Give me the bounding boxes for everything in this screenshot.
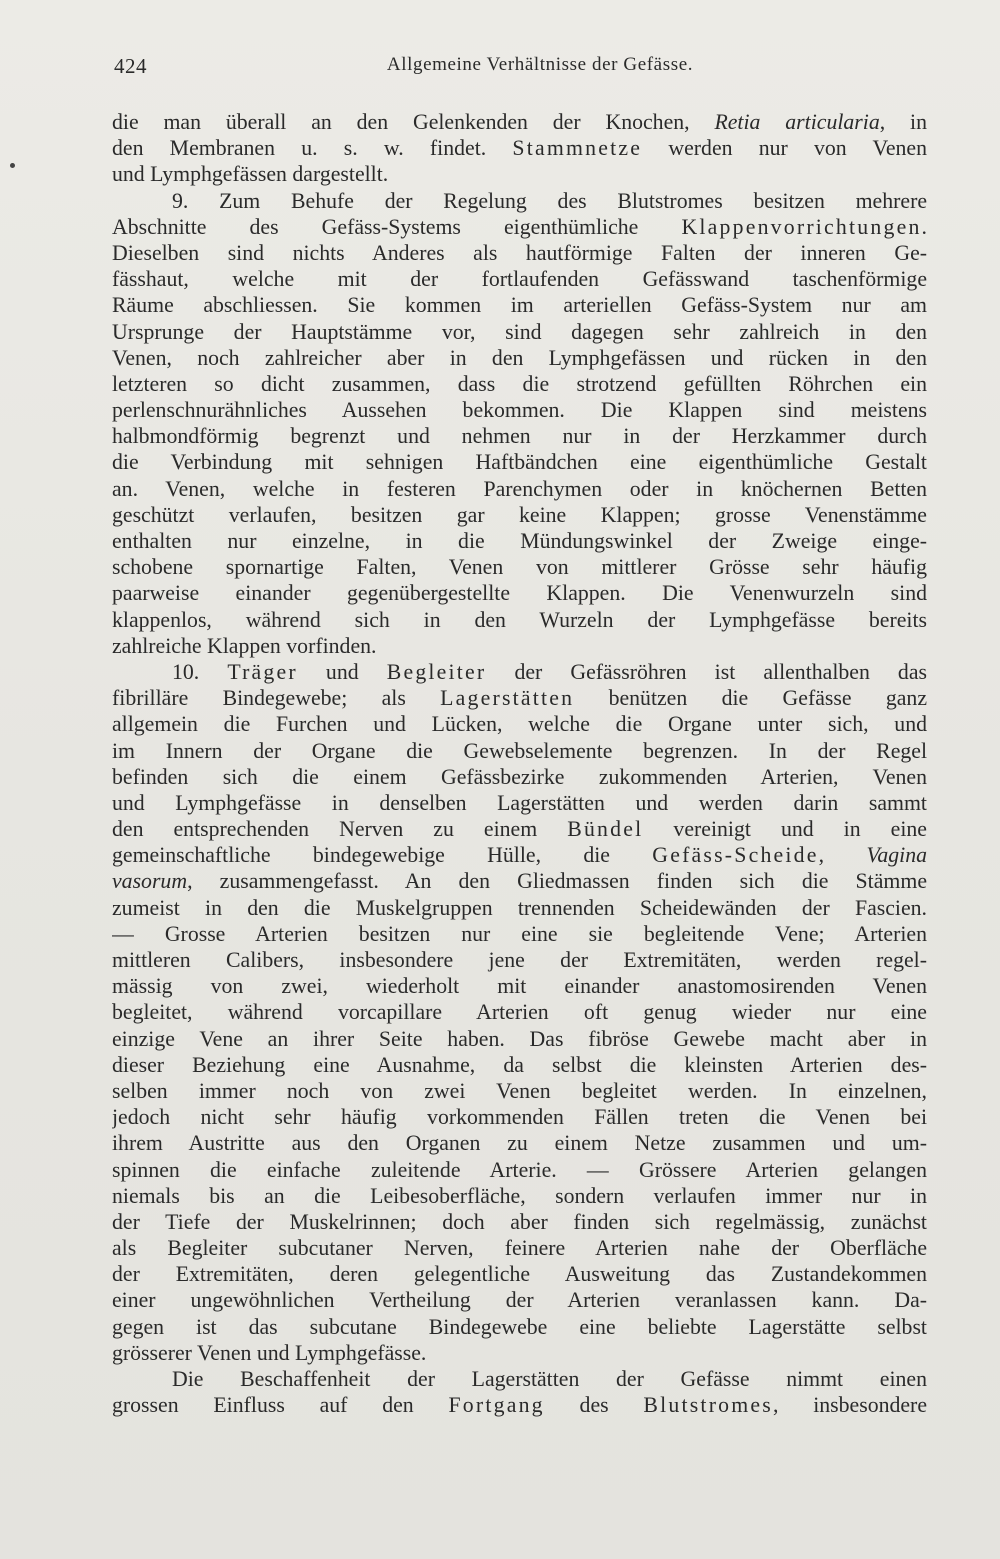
spaced-term: Begleiter (386, 659, 487, 684)
text-run: gemeinschaftliche bindegewebige Hülle, die (112, 843, 653, 868)
page-header (114, 54, 926, 86)
spaced-term: Klappenvorrichtungen (681, 214, 922, 239)
text-run: enthalten nur einzelne, in die Mündungswinkel der Zweige einge- (112, 529, 927, 553)
spaced-term: Stammnetze (512, 136, 643, 161)
text-run: mittleren Calibers, insbesondere jene der Extremitäten, werden regel- (112, 948, 927, 972)
italic-term: Vagina (866, 843, 927, 868)
text-line (112, 790, 927, 816)
text-run: befinden sich die einem Gefässbezirke zukommenden Arterien, Venen (112, 764, 927, 789)
text-line (112, 947, 927, 973)
text-run: allgemein die Furchen und Lücken, welche die Organe unter sich, und (112, 712, 927, 737)
text-line (112, 999, 927, 1025)
text-line (112, 1078, 927, 1104)
text-run: Abschnitte des Gefäss-Systems eigenthümliche (112, 214, 682, 239)
text-run: der Tiefe der Muskelrinnen; doch aber finden sich regelmässig, zunächst (112, 1209, 927, 1234)
text-line (112, 1340, 927, 1366)
text-run: gegen ist das subcutane Bindegewebe eine beliebte Lagerstätte selbst (112, 1314, 927, 1339)
spaced-term: Fortgang (448, 1393, 545, 1418)
text-run: Räume abschliessen. Sie kommen im arteriellen Gefäss-System nur am (112, 293, 927, 318)
text-line (112, 1366, 927, 1392)
text-run: grösserer Venen und Lymphgefässe. (112, 1340, 427, 1365)
text-run: paarweise einander gegenübergestellte Klappen. Die Venenwurzeln sind (112, 581, 927, 606)
text-line (112, 1261, 927, 1287)
spaced-term: Gefäss-Scheide (652, 843, 819, 868)
text-run: , (818, 843, 867, 868)
spaced-term: Bündel (567, 817, 644, 842)
text-line (112, 973, 927, 999)
text-line (112, 816, 927, 842)
text-line (112, 1104, 927, 1130)
text-run: 9. Zum Behufe der Regelung des Blutstromes besitzen mehrere (172, 188, 927, 213)
text-run: perlenschnurähnliches Aussehen bekommen. Die Klappen sind meistens (112, 398, 927, 423)
text-run: ihrem Austritte aus den Organen zu einem Netze zusammen und um- (112, 1131, 927, 1156)
text-run: werden nur von Venen (642, 136, 927, 161)
text-run: grossen Einfluss auf den (112, 1393, 449, 1418)
text-line (112, 188, 927, 214)
text-line (112, 1392, 927, 1418)
text-line (112, 842, 927, 868)
text-run: letzteren so dicht zusammen, dass die strotzend gefüllten Röhrchen ein (112, 371, 927, 396)
text-run: halbmondförmig begrenzt und nehmen nur in der Herzkammer durch (112, 424, 927, 449)
text-run: Venen, noch zahlreicher aber in den Lymphgefässen und rücken in den (112, 345, 927, 370)
spaced-term: Träger (227, 659, 298, 684)
text-line (112, 1183, 927, 1209)
text-line (112, 868, 927, 894)
text-line (112, 921, 927, 947)
text-run: als Begleiter subcutaner Nerven, feinere Arterien nahe der Oberfläche (112, 1236, 927, 1261)
text-line (112, 1287, 927, 1313)
text-run: 10. (172, 659, 228, 684)
text-run: fässhaut, welche mit der fortlaufenden Gefässwand taschenförmige (112, 267, 927, 292)
text-line (112, 1314, 927, 1340)
text-line (112, 135, 927, 161)
text-line (112, 1052, 927, 1078)
text-run: Dieselben sind nichts Anderes als hautförmige Falten der inneren Ge- (112, 240, 927, 265)
text-line (112, 214, 927, 240)
text-run: schobene spornartige Falten, Venen von mittlerer Grösse sehr häufig (112, 555, 927, 580)
italic-term: vasorum (112, 869, 188, 894)
text-run: an. Venen, welche in festeren Parenchymen oder in knöchernen Betten (112, 476, 927, 501)
text-line (112, 292, 927, 318)
text-run: im Innern der Organe die Gewebselemente begrenzen. In der Regel (112, 738, 927, 763)
text-line (112, 1209, 927, 1235)
text-line (112, 1026, 927, 1052)
italic-term: Retia articularia (714, 110, 880, 134)
text-run: des (544, 1393, 644, 1418)
text-run: vereinigt und in eine (643, 817, 927, 842)
text-line (112, 476, 927, 502)
text-line (112, 266, 927, 292)
text-run: und (297, 659, 387, 684)
text-run: einzige Vene an ihrer Seite haben. Das fibröse Gewebe macht aber in (112, 1026, 927, 1051)
text-run: dieser Beziehung eine Ausnahme, da selbst die kleinsten Arterien des- (112, 1052, 927, 1077)
text-line (112, 528, 927, 554)
text-run: spinnen die einfache zuleitende Arterie. — Grössere Arterien gelangen (112, 1157, 927, 1182)
spaced-term: Blutstromes (643, 1393, 773, 1418)
text-line (112, 319, 927, 345)
text-run: einer ungewöhnlichen Vertheilung der Arterien veranlassen kann. Da- (112, 1288, 927, 1313)
text-line (112, 580, 927, 606)
running-title: Allgemeine Verhältnisse der Gefässe. (386, 54, 694, 75)
text-line (112, 659, 927, 685)
text-line (112, 345, 927, 371)
text-run: die Verbindung mit sehnigen Haftbändchen eine eigenthümliche Gestalt (112, 450, 927, 475)
text-run: niemals bis an die Leibesoberfläche, sondern verlaufen immer nur in (112, 1183, 927, 1208)
text-run: und Lymphgefässen dargestellt. (112, 162, 389, 187)
text-run: , insbesondere (772, 1393, 927, 1418)
text-run: — Grosse Arterien besitzen nur eine sie begleitende Vene; Arterien (112, 921, 927, 946)
text-run: mässig von zwei, wiederholt mit einander anastomosirenden Venen (112, 974, 927, 999)
text-line (112, 1157, 927, 1183)
text-run: den entsprechenden Nerven zu einem (112, 817, 568, 842)
text-line (112, 607, 927, 633)
text-line (112, 1235, 927, 1261)
text-run: jedoch nicht sehr häufig vorkommenden Fällen treten die Venen bei (112, 1105, 927, 1130)
text-line (112, 554, 927, 580)
text-line (112, 633, 927, 659)
page-number: 424 (114, 54, 147, 78)
text-run: . (921, 214, 927, 239)
text-run: Die Beschaffenheit der Lagerstätten der Gefässe nimmt einen (172, 1367, 927, 1391)
text-run: geschützt verlaufen, besitzen gar keine Klappen; grosse Venenstämme (112, 502, 927, 527)
text-run: die man überall an den Gelenkenden der Knochen, (112, 110, 715, 134)
text-run: zahlreiche Klappen vorfinden. (112, 633, 377, 658)
text-run: zumeist in den die Muskelgruppen trennenden Scheidewänden der Fascien. (112, 895, 927, 920)
text-line (112, 449, 927, 475)
text-line (112, 240, 927, 266)
margin-mark (10, 163, 15, 168)
text-line (112, 109, 927, 135)
text-run: benützen die Gefässe ganz (574, 686, 927, 711)
text-run: selben immer noch von zwei Venen begleitet werden. In einzelnen, (112, 1078, 927, 1103)
spaced-term: Lagerstätten (440, 686, 575, 711)
text-run: den Membranen u. s. w. findet. (112, 136, 513, 161)
text-line (112, 423, 927, 449)
text-line (112, 371, 927, 397)
text-line (112, 502, 927, 528)
text-run: , in (879, 110, 927, 134)
text-run: Ursprunge der Hauptstämme vor, sind dagegen sehr zahlreich in den (112, 319, 927, 344)
text-run: fibrilläre Bindegewebe; als (112, 686, 441, 711)
text-run: , zusammengefasst. An den Gliedmassen finden sich die Stämme (187, 869, 927, 894)
text-line (112, 161, 927, 187)
text-run: und Lymphgefässe in denselben Lagerstätten und werden darin sammt (112, 790, 927, 815)
text-run: der Extremitäten, deren gelegentliche Ausweitung das Zustandekommen (112, 1262, 927, 1287)
text-line (112, 738, 927, 764)
text-line (112, 1130, 927, 1156)
text-run: der Gefässröhren ist allenthalben das (486, 659, 927, 684)
body-text (112, 109, 927, 1418)
text-run: begleitet, während vorcapillare Arterien oft genug wieder nur eine (112, 1000, 927, 1025)
text-line (112, 397, 927, 423)
text-line (112, 711, 927, 737)
text-run: klappenlos, während sich in den Wurzeln der Lymphgefässe bereits (112, 607, 927, 632)
text-line (112, 764, 927, 790)
text-line (112, 685, 927, 711)
text-line (112, 895, 927, 921)
